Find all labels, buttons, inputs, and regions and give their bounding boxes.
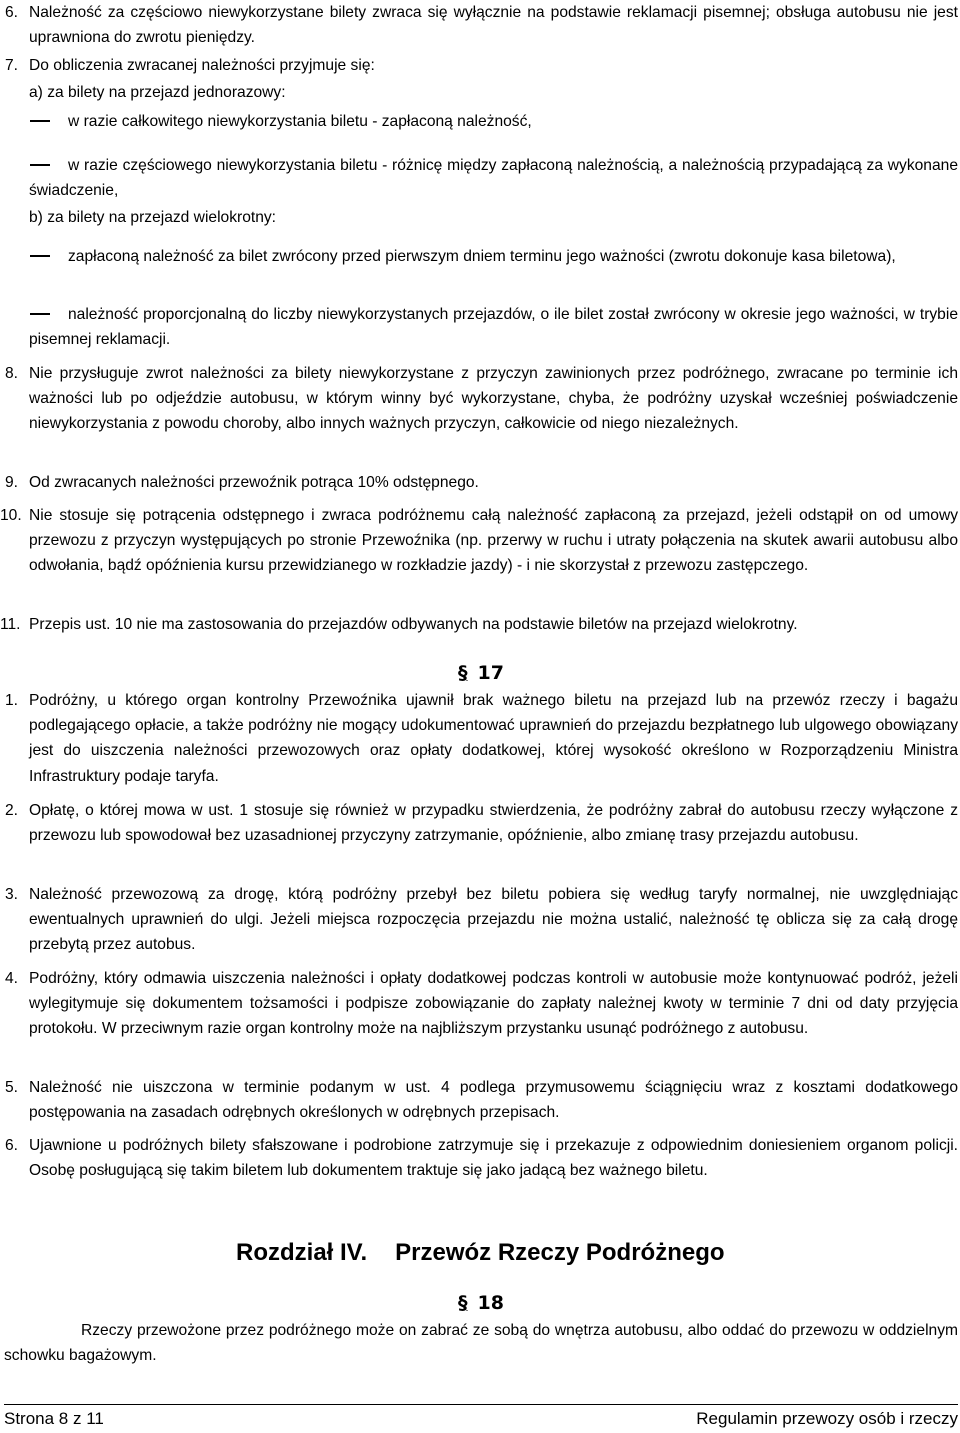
section17-item-2 (5, 798, 958, 848)
section-heading-17 (458, 661, 504, 685)
item-text: Od zwracanych należności przewoźnik potrąca 10% odstępnego. (29, 474, 479, 491)
chapter-number: Rozdział IV. (236, 1239, 368, 1266)
item-text: Należność nie uiszczona w terminie podanym w ust. 4 podlega przymusowemu ściągnięciu wraz z kosztami dodatkowego postępowania na zasadach odrębnych określonych w odrębnych przepisach. (29, 1079, 958, 1122)
item-number: 9. (5, 474, 19, 491)
dash-item-text: należność proporcjonalną do liczby niewykorzystanych przejazdów, o ile bilet został zwrócony w okresie jego ważności, w trybie pisemnej reklamacji. (29, 306, 958, 349)
item-text: Podróżny, który odmawia uiszczenia należności i opłaty dodatkowej podczas kontroli w autobusie może kontynuować podróż, jeżeli wylegitymuje się dokumentem tożsamości i podpisze zobowiązanie do zapłaty należnej kwoty w terminie 7 dni od daty przyjęcia protokołu. W przeciwnym razie organ kontrolny może na najbliższym przystanku usunąć podróżnego z autobusu. (29, 970, 958, 1038)
section-sign: § (458, 662, 468, 684)
item-text: Ujawnione u podróżnych bilety sfałszowane i podrobione zatrzymuje się i przekazuje z odpowiednim doniesieniem organom policji. Osobę posługującą się takim biletem lub dokumentem traktuje się jako jadącą bez ważnego biletu. (29, 1137, 958, 1180)
item-text: Podróżny, u którego organ kontrolny Przewoźnika ujawnił brak ważnego biletu na przejazd lub na przewóz rzeczy i bagażu podlegającego opłacie, a także podróżny nie mogący udokumentować uprawnień do przejazdu bezpłatnego lub ulgowego obowiązany jest do uiszczenia należności przewozowych oraz opłaty dodatkowej, której wysokość określono w Rozporządzeniu Ministra Infrastruktury podaje taryfa. (29, 692, 958, 785)
list-item-11 (0, 612, 958, 637)
item-number: 10. (0, 507, 22, 524)
section17-item-4 (5, 966, 958, 1042)
section17-item-1 (5, 688, 958, 789)
dash-item-text: zapłaconą należność za bilet zwrócony przed pierwszym dniem terminu jego ważności (zwrotu dokonuje kasa biletowa), (68, 248, 896, 265)
item-number: 7. (5, 57, 19, 74)
list-item-8 (5, 361, 958, 437)
item-number: 5. (5, 1079, 19, 1096)
item-number: 6. (5, 1137, 19, 1154)
footer-document-title: Regulamin przewozy osób i rzeczy (696, 1409, 958, 1428)
item-number: 11. (0, 616, 21, 633)
chapter-title: Przewóz Rzeczy Podróżnego (395, 1239, 725, 1266)
item-text: Należność przewozową za drogę, którą podróżny przebył bez biletu pobiera się według taryfy normalnej, nie uwzględniając ewentualnych uprawnień do ulgi. Jeżeli miejsca rozpoczęcia przejazdu nie można ustalić, należność tę oblicza się za całą drogę przebytą przez autobus. (29, 886, 958, 954)
list-item-7 (5, 53, 958, 78)
section-number: 17 (477, 662, 504, 684)
item-text: Opłatę, o której mowa w ust. 1 stosuje się również w przypadku stwierdzenia, że podróżny zabrał do autobusu rzeczy wyłączone z przewozu lub spowodował bez uzasadnionej przyczyny zatrzymanie, opóźnienie, albo zmianę trasy przejazdu autobusu. (29, 802, 958, 845)
dash-item (29, 153, 958, 203)
dash-item (29, 302, 958, 352)
footer-page-number: Strona 8 z 11 (4, 1409, 104, 1428)
dash-bullet (30, 120, 50, 121)
section17-item-6 (5, 1133, 958, 1183)
dash-bullet (30, 313, 50, 314)
item-number: 4. (5, 970, 19, 987)
item-number: 2. (5, 802, 19, 819)
item-number: 6. (5, 4, 19, 21)
chapter-heading (236, 1237, 725, 1269)
section17-item-3 (5, 882, 958, 958)
item-text: Nie przysługuje zwrot należności za bilety niewykorzystane z przyczyn zawinionych przez podróżnego, zwracane po terminie ich ważności lub po odjeździe autobusu, w którym winny być wykorzystane, chyba, że podróżny uzyskał wcześniej poświadczenie niewykorzystania z powodu choroby, albo innych ważnych przyczyn, całkowicie od niego niezależnych. (29, 365, 958, 433)
item-number: 8. (5, 365, 19, 382)
item-number: 1. (5, 692, 19, 709)
subpoint-b: b) za bilety na przejazd wielokrotny: (29, 209, 277, 226)
list-item-9 (5, 470, 958, 495)
dash-bullet (30, 164, 50, 165)
section-sign: § (458, 1292, 468, 1314)
item-text: Nie stosuje się potrącenia odstępnego i zwraca podróżnemu całą należność zapłaconą za przejazd, jeżeli odstąpił on od umowy przewozu z przyczyn występujących po stronie Przewoźnika (np. przerwy w ruchu i utraty połączenia na skutek awarii autobusu albo odwołania, bądź opóźnienia kursu przewidzianego w rozkładzie jazdy) - i nie skorzystał z przewozu zastępczego. (29, 507, 958, 575)
list-item-10 (0, 503, 958, 579)
footer-divider (4, 1404, 958, 1405)
dash-item-text: w razie częściowego niewykorzystania biletu - różnicę między zapłaconą należnością, a należnością przypadającą za wykonane świadczenie, (29, 157, 958, 200)
item-number: 3. (5, 886, 19, 903)
dash-item-text: w razie całkowitego niewykorzystania biletu - zapłaconą należność, (68, 113, 532, 130)
subpoint-a: a) za bilety na przejazd jednorazowy: (29, 84, 286, 101)
section17-item-5 (5, 1075, 958, 1125)
dash-bullet (30, 255, 50, 256)
section-heading-18 (458, 1291, 504, 1315)
item-text: Należność za częściowo niewykorzystane bilety zwraca się wyłącznie na podstawie reklamacji pisemnej; obsługa autobusu nie jest uprawniona do zwrotu pieniędzy. (29, 4, 958, 47)
section18-paragraph: Rzeczy przewożone przez podróżnego może on zabrać ze sobą do wnętrza autobusu, albo oddać do przewozu w oddzielnym schowku bagażowym. (4, 1322, 958, 1365)
item-text: Przepis ust. 10 nie ma zastosowania do przejazdów odbywanych na podstawie biletów na przejazd wielokrotny. (29, 616, 798, 633)
item-text: Do obliczenia zwracanej należności przyjmuje się: (29, 57, 375, 74)
section-number: 18 (477, 1292, 504, 1314)
dash-item (29, 109, 958, 134)
dash-item (29, 244, 958, 269)
list-item-6 (5, 0, 958, 50)
